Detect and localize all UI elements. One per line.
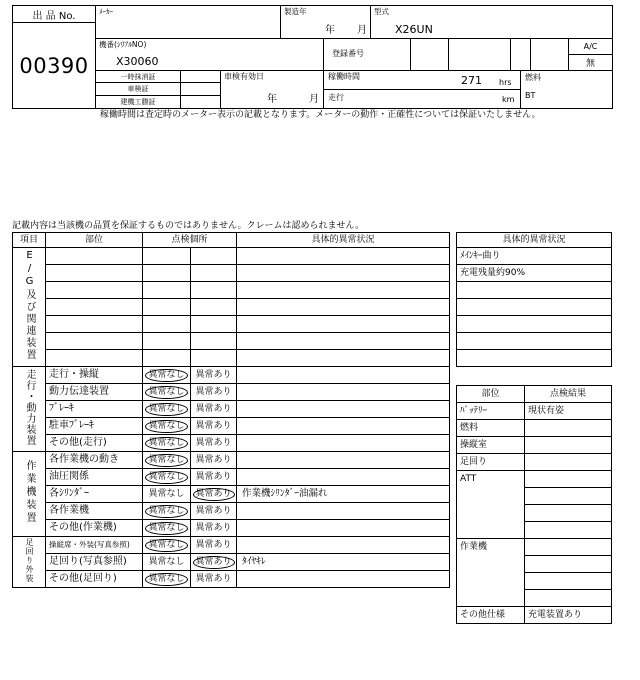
blank-cell bbox=[143, 265, 191, 282]
detail-cell bbox=[237, 384, 450, 401]
check-ok-cell bbox=[143, 418, 191, 435]
table-row bbox=[13, 350, 450, 367]
blank-cell bbox=[457, 299, 612, 316]
check-ok-cell bbox=[143, 367, 191, 384]
results-column-part: 部位 bbox=[457, 386, 525, 403]
ac-label-cell bbox=[568, 38, 613, 55]
check-ok-cell bbox=[143, 520, 191, 537]
blank-cell bbox=[46, 265, 143, 282]
detail-cell bbox=[237, 367, 450, 384]
ac-label: A/C bbox=[583, 42, 598, 51]
registration-cell bbox=[323, 38, 411, 71]
table-header-row bbox=[457, 233, 612, 248]
blank-cell bbox=[457, 282, 612, 299]
column-header-item: 項目 bbox=[13, 233, 46, 248]
table-header-row bbox=[13, 233, 450, 248]
model-value: X26UN bbox=[395, 23, 433, 36]
blank-cell bbox=[46, 350, 143, 367]
document-check-cell bbox=[180, 82, 221, 96]
mark-abnormality: 異常あり bbox=[193, 556, 235, 569]
table-row bbox=[457, 454, 612, 471]
mark-no-abnormality: 異常なし bbox=[145, 505, 187, 518]
mark-no-abnormality: 異常なし bbox=[145, 437, 187, 450]
detail-cell bbox=[237, 571, 450, 588]
blank-cell bbox=[143, 350, 191, 367]
mark-abnormality: 異常あり bbox=[193, 488, 235, 501]
inspection-results-panel bbox=[456, 385, 612, 624]
blank-cell bbox=[143, 282, 191, 299]
ac-value-cell bbox=[568, 54, 613, 71]
detail-cell bbox=[237, 503, 450, 520]
mark-no-abnormality: 異常なし bbox=[145, 522, 187, 535]
inspection-expiry-cell bbox=[220, 70, 324, 109]
blank-cell bbox=[46, 248, 143, 265]
section-engine-cell bbox=[13, 248, 46, 367]
results-value bbox=[525, 420, 612, 437]
check-ng-cell bbox=[191, 537, 237, 554]
operating-hours-label: 稼働時間 bbox=[328, 72, 360, 81]
blank-cell bbox=[143, 316, 191, 333]
blank-cell bbox=[191, 282, 237, 299]
table-row bbox=[457, 607, 612, 624]
section-chassis-cell bbox=[13, 537, 46, 588]
lot-number-label-cell bbox=[12, 5, 96, 23]
check-ok-cell bbox=[143, 503, 191, 520]
document-vehicle-inspection: 車検証 bbox=[127, 85, 149, 93]
mark-abnormality: 異常あり bbox=[195, 403, 232, 414]
mark-no-abnormality: 異常なし bbox=[145, 386, 187, 399]
table-row bbox=[457, 420, 612, 437]
check-ok-cell bbox=[143, 469, 191, 486]
results-value: 現状有姿 bbox=[525, 403, 612, 420]
list-item bbox=[457, 265, 612, 282]
check-ng-cell bbox=[191, 469, 237, 486]
check-ng-cell bbox=[191, 367, 237, 384]
table-row bbox=[13, 316, 450, 333]
results-value: 充電装置あり bbox=[525, 607, 612, 624]
list-item bbox=[457, 248, 612, 265]
mark-abnormality: 異常あり bbox=[195, 505, 232, 516]
mark-abnormality: 異常あり bbox=[195, 437, 232, 448]
results-part: その他仕様 bbox=[457, 607, 525, 624]
list-item bbox=[457, 299, 612, 316]
part-cell: 駐車ﾌﾞﾚｰｷ bbox=[46, 418, 143, 435]
mark-no-abnormality: 異常なし bbox=[145, 539, 187, 552]
disclaimer-note: 記載内容は当該機の品質を保証するものではありません。クレームは認められません。 bbox=[12, 221, 365, 231]
detail-cell bbox=[237, 435, 450, 452]
column-header-part: 部位 bbox=[46, 233, 143, 248]
check-ok-cell bbox=[143, 537, 191, 554]
blank-cell bbox=[46, 299, 143, 316]
table-row bbox=[13, 435, 450, 452]
table-row bbox=[13, 299, 450, 316]
table-row bbox=[13, 401, 450, 418]
month-unit: 月 bbox=[357, 25, 367, 36]
blank-cell bbox=[143, 299, 191, 316]
section-drive-cell bbox=[13, 367, 46, 452]
blank-cell bbox=[525, 573, 612, 590]
document-cell bbox=[95, 82, 181, 96]
table-row bbox=[13, 503, 450, 520]
part-cell: 操縦席・外装(写真参照) bbox=[46, 537, 143, 554]
part-cell: その他(走行) bbox=[46, 435, 143, 452]
operating-hours-note: 稼働時間は査定時のメーター表示の記載となります。メーターの動作・正確性については保証いたしません。 bbox=[100, 110, 541, 120]
check-ng-cell bbox=[191, 435, 237, 452]
results-part: 作業機 bbox=[457, 539, 525, 607]
section-work-label: 作業機装置 bbox=[24, 459, 35, 525]
mark-abnormality: 異常あり bbox=[195, 454, 232, 465]
blank-cell bbox=[457, 333, 612, 350]
blank-cell bbox=[525, 505, 612, 522]
blank-cell bbox=[143, 333, 191, 350]
blank-cell bbox=[237, 282, 450, 299]
serial-label: 機番(ｼﾘｱﾙNO) bbox=[99, 40, 147, 49]
issue-panel-title: 具体的異常状況 bbox=[457, 233, 612, 248]
mark-no-abnormality: 異常なし bbox=[145, 403, 187, 416]
fuel-cell bbox=[520, 70, 613, 109]
results-part: 操縦室 bbox=[457, 437, 525, 454]
mark-no-abnormality: 異常なし bbox=[145, 369, 187, 382]
blank-cell bbox=[525, 488, 612, 505]
detail-cell: 作業機ｼﾘﾝﾀﾞｰ油漏れ bbox=[237, 486, 450, 503]
blank-cell bbox=[448, 38, 511, 71]
detail-cell bbox=[237, 401, 450, 418]
results-part: 足回り bbox=[457, 454, 525, 471]
part-cell: 動力伝達装置 bbox=[46, 384, 143, 401]
blank-cell bbox=[525, 590, 612, 607]
table-row bbox=[13, 520, 450, 537]
mark-abnormality: 異常あり bbox=[195, 369, 232, 380]
list-item bbox=[457, 316, 612, 333]
blank-cell bbox=[525, 522, 612, 539]
lot-number: 00390 bbox=[19, 53, 89, 78]
model-label: 型式 bbox=[374, 7, 389, 16]
mark-abnormality: 異常あり bbox=[195, 573, 232, 584]
blank-cell bbox=[191, 265, 237, 282]
mark-abnormality: 異常あり bbox=[195, 522, 232, 533]
blank-cell bbox=[410, 38, 449, 71]
check-ng-cell bbox=[191, 384, 237, 401]
section-drive-label: 走行・動力装置 bbox=[24, 368, 35, 446]
mark-abnormality: 異常あり bbox=[195, 386, 232, 397]
part-cell: 各作業機 bbox=[46, 503, 143, 520]
detail-cell bbox=[237, 469, 450, 486]
part-cell: 油圧関係 bbox=[46, 469, 143, 486]
blank-cell bbox=[237, 265, 450, 282]
section-chassis-label: 足回り外装 bbox=[25, 537, 34, 583]
table-row bbox=[13, 469, 450, 486]
serial-cell bbox=[95, 38, 324, 71]
check-ng-cell bbox=[191, 520, 237, 537]
detail-cell bbox=[237, 520, 450, 537]
table-row bbox=[457, 539, 612, 556]
check-ok-cell bbox=[143, 554, 191, 571]
mark-no-abnormality: 異常なし bbox=[148, 556, 185, 567]
table-row bbox=[457, 437, 612, 454]
fuel-value: BT bbox=[525, 91, 536, 100]
table-row bbox=[13, 248, 450, 265]
table-row bbox=[13, 367, 450, 384]
part-cell: その他(作業機) bbox=[46, 520, 143, 537]
blank-cell bbox=[46, 316, 143, 333]
blank-cell bbox=[191, 333, 237, 350]
blank-cell bbox=[510, 38, 531, 71]
results-part: ﾊﾞｯﾃﾘｰ bbox=[457, 403, 525, 420]
table-row bbox=[13, 452, 450, 469]
check-ng-cell bbox=[191, 418, 237, 435]
section-work-cell bbox=[13, 452, 46, 537]
table-row bbox=[13, 554, 450, 571]
check-ok-cell bbox=[143, 571, 191, 588]
blank-cell bbox=[191, 299, 237, 316]
part-cell: 足回り(写真参照) bbox=[46, 554, 143, 571]
mark-no-abnormality: 異常なし bbox=[145, 454, 187, 467]
month-unit: 月 bbox=[309, 94, 319, 105]
results-value bbox=[525, 539, 612, 556]
check-ng-cell bbox=[191, 486, 237, 503]
year-unit: 年 bbox=[325, 25, 335, 36]
table-row bbox=[13, 537, 450, 554]
check-ng-cell bbox=[191, 554, 237, 571]
blank-cell bbox=[237, 299, 450, 316]
blank-cell bbox=[237, 333, 450, 350]
blank-cell bbox=[143, 248, 191, 265]
mark-no-abnormality: 異常なし bbox=[145, 420, 187, 433]
blank-cell bbox=[530, 38, 569, 71]
blank-cell bbox=[46, 333, 143, 350]
registration-label: 登録番号 bbox=[332, 49, 364, 58]
table-row bbox=[13, 418, 450, 435]
list-item bbox=[457, 350, 612, 367]
mark-abnormality: 異常あり bbox=[195, 420, 232, 431]
lot-number-cell bbox=[12, 22, 96, 109]
table-row bbox=[13, 571, 450, 588]
results-value bbox=[525, 471, 612, 488]
maker-cell bbox=[95, 5, 281, 39]
table-row bbox=[457, 403, 612, 420]
part-cell: その他(足回り) bbox=[46, 571, 143, 588]
check-ok-cell bbox=[143, 435, 191, 452]
detail-cell bbox=[237, 418, 450, 435]
operating-hours-unit: hrs bbox=[499, 78, 512, 87]
results-value bbox=[525, 454, 612, 471]
check-ok-cell bbox=[143, 384, 191, 401]
list-item bbox=[457, 333, 612, 350]
detail-cell bbox=[237, 452, 450, 469]
blank-cell bbox=[457, 316, 612, 333]
blank-cell bbox=[237, 350, 450, 367]
blank-cell bbox=[237, 316, 450, 333]
inspection-expiry-label: 車検有効日 bbox=[224, 72, 264, 81]
column-header-check-point: 点検個所 bbox=[143, 233, 237, 248]
blank-cell bbox=[46, 282, 143, 299]
table-row bbox=[13, 486, 450, 503]
mark-no-abnormality: 異常なし bbox=[145, 471, 187, 484]
blank-cell bbox=[191, 248, 237, 265]
mark-no-abnormality: 異常なし bbox=[145, 573, 187, 586]
list-item bbox=[457, 282, 612, 299]
blank-cell bbox=[457, 350, 612, 367]
travel-distance-cell bbox=[323, 89, 521, 109]
results-part: 燃料 bbox=[457, 420, 525, 437]
table-row bbox=[13, 282, 450, 299]
document-check-cell bbox=[180, 95, 221, 109]
travel-distance-label: 走行 bbox=[328, 93, 344, 102]
table-header-row bbox=[457, 386, 612, 403]
part-cell: ﾌﾞﾚｰｷ bbox=[46, 401, 143, 418]
mark-no-abnormality: 異常なし bbox=[148, 488, 185, 499]
check-ng-cell bbox=[191, 401, 237, 418]
serial-value: X30060 bbox=[116, 55, 159, 68]
check-ok-cell bbox=[143, 452, 191, 469]
ac-value: 無 bbox=[585, 59, 595, 69]
column-header-detail: 具体的異常状況 bbox=[237, 233, 450, 248]
check-ng-cell bbox=[191, 571, 237, 588]
operating-hours-cell bbox=[323, 70, 521, 90]
section-engine-label: E/G及び関連装置 bbox=[24, 249, 35, 361]
blank-cell bbox=[191, 350, 237, 367]
check-ng-cell bbox=[191, 452, 237, 469]
inspection-table bbox=[12, 232, 450, 588]
model-cell bbox=[370, 5, 613, 39]
part-cell: 走行・操縦 bbox=[46, 367, 143, 384]
mark-abnormality: 異常あり bbox=[195, 539, 232, 550]
table-row bbox=[13, 333, 450, 350]
check-ok-cell bbox=[143, 401, 191, 418]
mark-abnormality: 異常あり bbox=[195, 471, 232, 482]
issue-item: ﾒｲﾝｷｰ曲り bbox=[457, 248, 612, 265]
issue-item: 充電残量約90% bbox=[457, 265, 612, 282]
detail-cell bbox=[237, 537, 450, 554]
check-ok-cell bbox=[143, 486, 191, 503]
fuel-label: 燃料 bbox=[525, 73, 541, 82]
blank-cell bbox=[237, 248, 450, 265]
blank-cell bbox=[191, 316, 237, 333]
document-cell bbox=[95, 95, 181, 109]
table-row bbox=[13, 265, 450, 282]
results-column-result: 点検結果 bbox=[525, 386, 612, 403]
detail-cell: ﾀｲﾔｷﾚ bbox=[237, 554, 450, 571]
lot-number-label: 出 品 No. bbox=[32, 10, 76, 22]
travel-distance-unit: km bbox=[502, 95, 515, 104]
check-ng-cell bbox=[191, 503, 237, 520]
document-temporary-deregistration: 一時抹消証 bbox=[120, 72, 156, 81]
part-cell: 各ｼﾘﾝﾀﾞｰ bbox=[46, 486, 143, 503]
blank-cell bbox=[525, 556, 612, 573]
maker-label: ﾒｰｶｰ bbox=[99, 8, 113, 16]
year-unit: 年 bbox=[267, 94, 277, 105]
part-cell: 各作業機の動き bbox=[46, 452, 143, 469]
manufacture-year-cell bbox=[280, 5, 371, 39]
results-value bbox=[525, 437, 612, 454]
table-row bbox=[13, 384, 450, 401]
results-part: ATT bbox=[457, 471, 525, 539]
document-transfer-certificate: 建機工謄証 bbox=[120, 98, 156, 106]
manufacture-year-label: 製造年 bbox=[284, 7, 307, 16]
table-row bbox=[457, 471, 612, 488]
issue-detail-panel bbox=[456, 232, 612, 367]
operating-hours-value: 271 bbox=[461, 74, 482, 87]
